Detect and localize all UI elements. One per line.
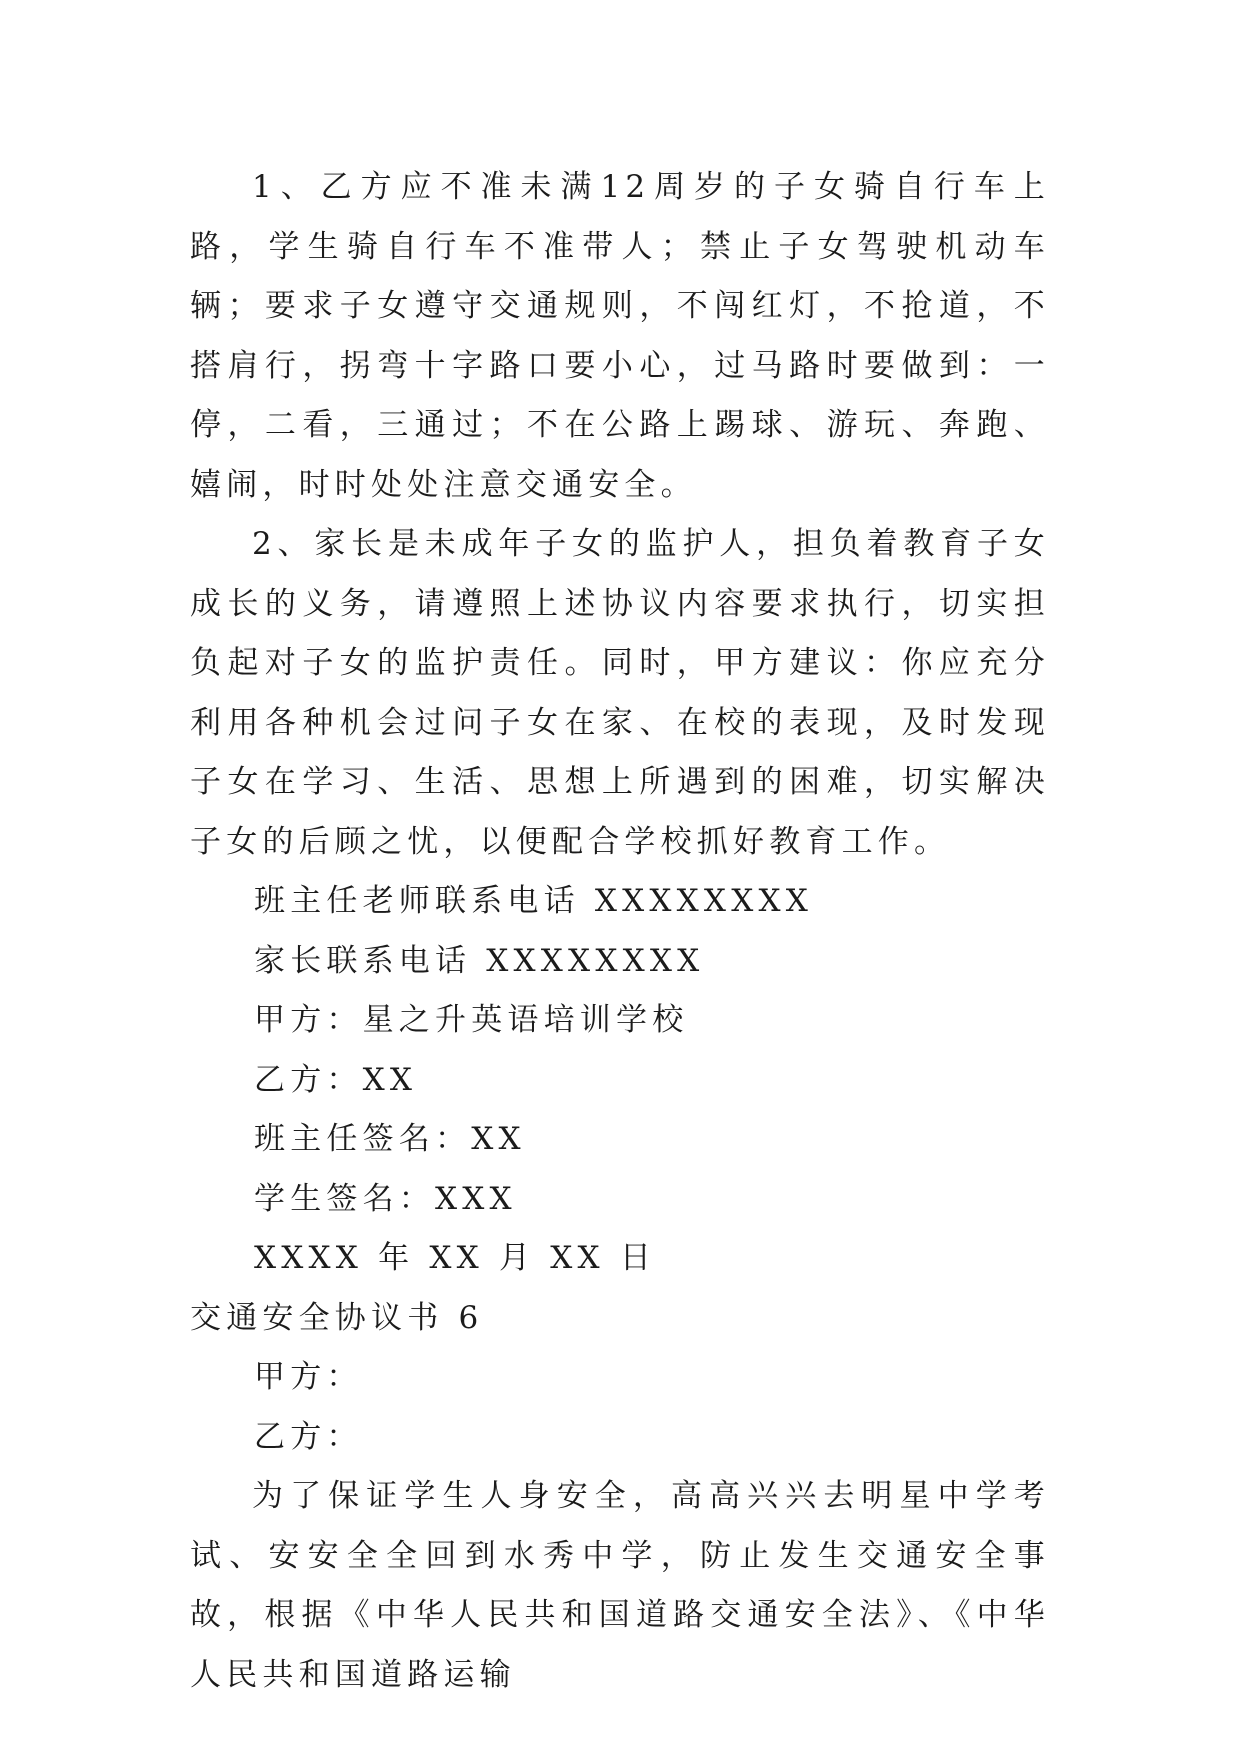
teacher-phone-line: 班主任老师联系电话 XXXXXXXX: [254, 883, 814, 919]
parent-phone-line: 家长联系电话 XXXXXXXX: [254, 942, 705, 979]
paragraph-rule-1: 1、乙方应不准未满12周岁的子女骑自行车上路，学生骑自行车不准带人；禁止子女驾驶机动车辆；要求子女遵守交通规则，不闯红灯，不抢道，不搭肩行，拐弯十字路口要小心，过马路时要做到：一停，二看，三通过；不在公路上踢球、游玩、奔跑、嬉闹，时时处处注意交通安全。: [190, 169, 1050, 503]
paragraph-rule-2: 2、家长是未成年子女的监护人，担负着教育子女成长的义务，请遵照上述协议内容要求执行，切实担负起对子女的监护责任。同时，甲方建议：你应充分利用各种机会过问子女在家、在校的表现，及时发现子女在学习、生活、思想上所遇到的困难，切实解决子女的后顾之忧，以便配合学校抓好教育工作。: [190, 526, 1050, 860]
date-line: XXXX 年 XX 月 XX 日: [254, 1240, 657, 1276]
next-party-b-line: 乙方：: [254, 1418, 363, 1455]
student-signature-line: 学生签名：XXX: [254, 1180, 517, 1217]
teacher-signature-line: 班主任签名：XX: [254, 1121, 526, 1157]
paragraph-purpose: 为了保证学生人身安全，高高兴兴去明星中学考试、安安全全回到水秀中学，防止发生交通安全事故，根据《中华人民共和国道路交通安全法》、《中华人民共和国道路运输: [190, 1478, 1050, 1693]
party-a-line: 甲方：星之升英语培训学校: [254, 1002, 689, 1038]
next-agreement-title: 交通安全协议书 6: [190, 1299, 484, 1336]
document-body: [190, 158, 1050, 1693]
next-party-a-line: 甲方：: [254, 1359, 363, 1395]
party-b-line: 乙方：XX: [254, 1061, 418, 1098]
